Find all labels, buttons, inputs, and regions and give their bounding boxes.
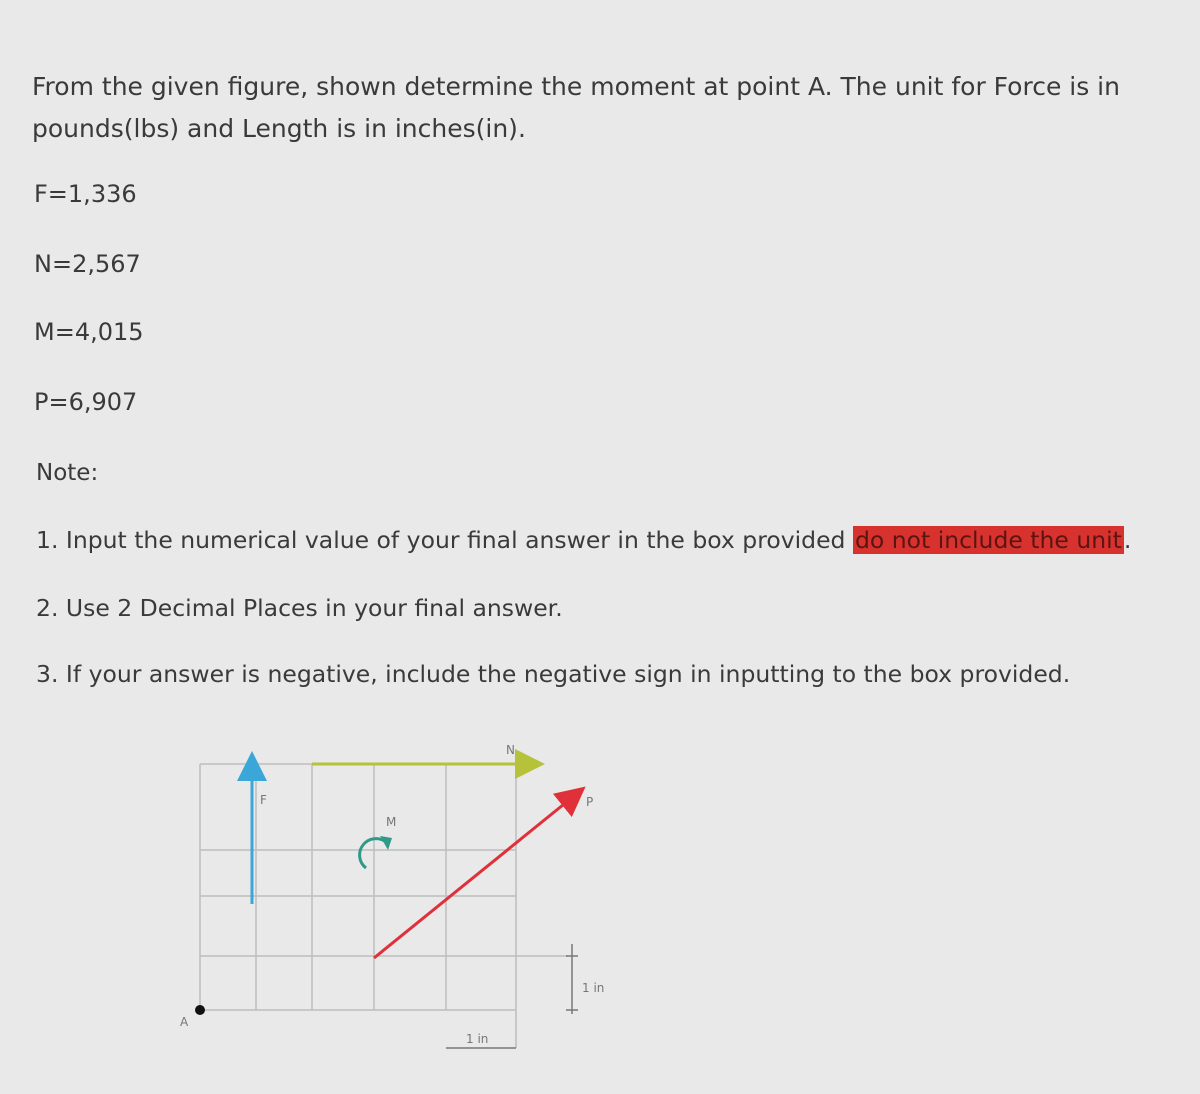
force-p-value: P=6,907	[34, 388, 138, 416]
force-f-label: F	[260, 793, 267, 807]
scale-bar-vertical	[566, 944, 578, 1014]
point-a-dot	[195, 1005, 205, 1015]
note-item-1-text: 1. Input the numerical value of your final answer in the box provided	[36, 526, 846, 554]
moment-m-value: M=4,015	[34, 318, 144, 346]
moment-m-arc	[360, 839, 386, 868]
moment-m-arrowhead	[380, 836, 392, 850]
diagram-grid	[200, 764, 568, 1048]
force-f-value: F=1,336	[34, 180, 137, 208]
force-p-arrow	[374, 796, 574, 958]
moment-m-label: M	[386, 815, 397, 829]
note-item-2: 2. Use 2 Decimal Places in your final answer.	[36, 594, 563, 622]
force-n-value: N=2,567	[34, 250, 141, 278]
note-item-3: 3. If your answer is negative, include the negative sign in inputting to the box provided.	[36, 660, 1071, 688]
point-a-label: A	[180, 1015, 189, 1029]
force-n-label: N	[506, 743, 515, 757]
note-label: Note:	[36, 460, 99, 486]
scale-label-horizontal: 1 in	[466, 1032, 489, 1046]
problem-statement: From the given figure, shown determine the moment at point A. The unit for Force is in pounds(lbs) and Length is in inches(in).	[32, 72, 1120, 143]
force-p-label: P	[586, 795, 594, 809]
scale-label-vertical: 1 in	[582, 981, 605, 995]
note-item-1-highlight: do not include the unit	[854, 526, 1122, 554]
note-item-1-end: .	[1123, 526, 1132, 554]
